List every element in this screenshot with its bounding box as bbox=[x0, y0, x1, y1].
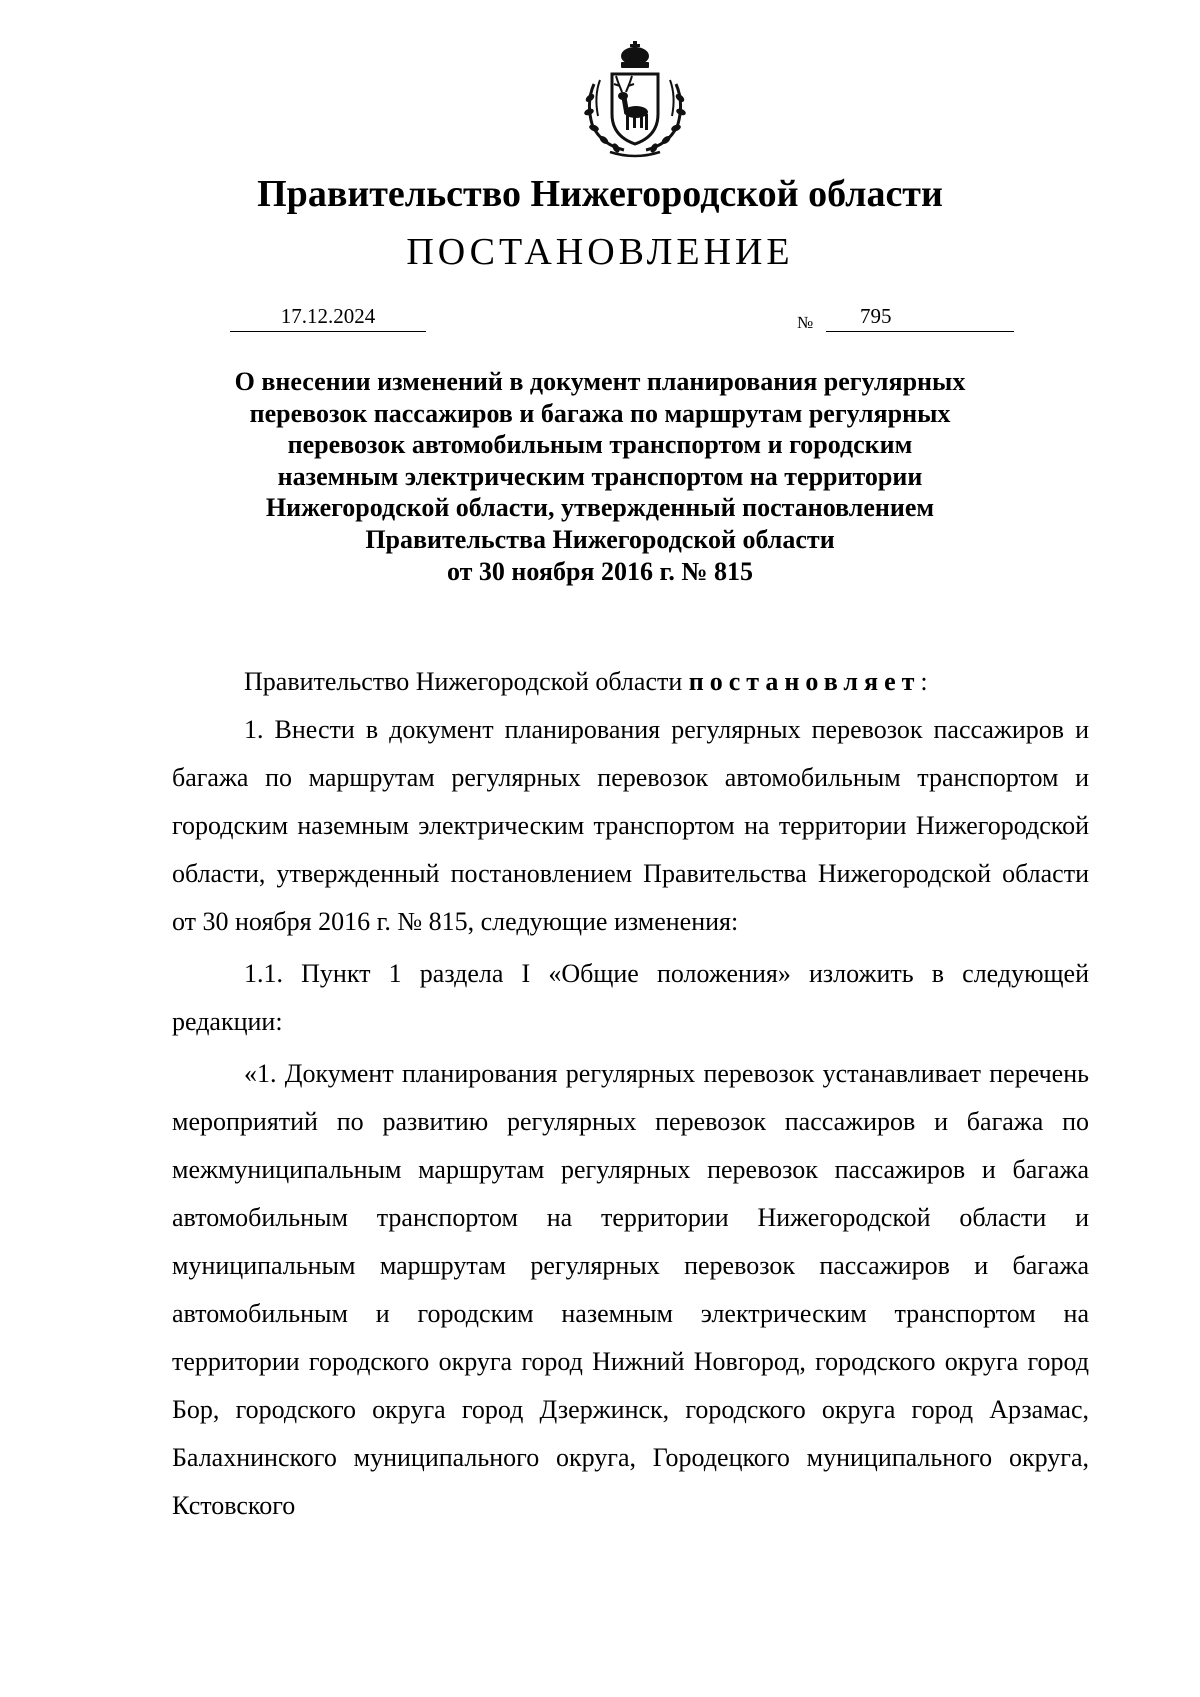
document-type: ПОСТАНОВЛЕНИЕ bbox=[406, 231, 794, 273]
number-label: № bbox=[797, 313, 814, 332]
heading-line: перевозок автомобильным транспортом и городским bbox=[287, 430, 913, 460]
paragraph-quote: «1. Документ планирования регулярных перевозок устанавливает перечень мероприятий по развитию регулярных перевозок пассажиров и багажа по межмуниципальным маршрутам регулярных перевозок пассажиров и багажа автомобильным транспортом на территории Нижегородской области и муниципальным маршрутам регулярных перевозок пассажиров и багажа автомобильным и городским наземным электрическим транспортом на территории городского округа город Нижний Новгород, городского округа город Бор, городского округа город Дзержинск, городского округа город Арзамас, Балахнинского муниципального округа, Городецкого муниципального округа, Кстовского bbox=[172, 1059, 1089, 1520]
organization-title: Правительство Нижегородской области bbox=[257, 173, 943, 215]
heading-line: перевозок пассажиров и багажа по маршрутам регулярных bbox=[249, 398, 951, 428]
coat-of-arms-icon bbox=[580, 40, 690, 158]
preamble-paragraph bbox=[172, 658, 1089, 706]
paragraph-1: 1. Внести в документ планирования регулярных перевозок пассажиров и багажа по маршрутам регулярных перевозок автомобильным транспортом и городским наземным электрическим транспортом на территории Нижегородской области, утвержденный постановлением Правительства Нижегородской области от 30 ноября 2016 г. № 815, следующие изменения: bbox=[172, 715, 1089, 936]
document-number: 795 bbox=[860, 304, 892, 328]
document-date: 17.12.2024 bbox=[230, 302, 426, 332]
document-heading bbox=[200, 366, 1000, 587]
heading-line: Нижегородской области, утвержденный постановлением bbox=[265, 493, 935, 523]
preamble-text: Правительство Нижегородской области bbox=[244, 667, 689, 696]
decree-word: постановляет bbox=[688, 667, 921, 696]
heading-line: от 30 ноября 2016 г. № 815 bbox=[446, 556, 753, 586]
paragraph-1-1: 1.1. Пункт 1 раздела I «Общие положения» изложить в следующей редакции: bbox=[172, 959, 1089, 1036]
heading-line: О внесении изменений в документ планирования регулярных bbox=[234, 367, 966, 396]
preamble-colon: : bbox=[920, 667, 928, 696]
heading-line: наземным электрическим транспортом на территории bbox=[277, 461, 923, 491]
document-number-field bbox=[826, 302, 1014, 332]
document-body bbox=[172, 658, 1089, 1530]
heading-line: Правительства Нижегородской области bbox=[365, 524, 835, 554]
